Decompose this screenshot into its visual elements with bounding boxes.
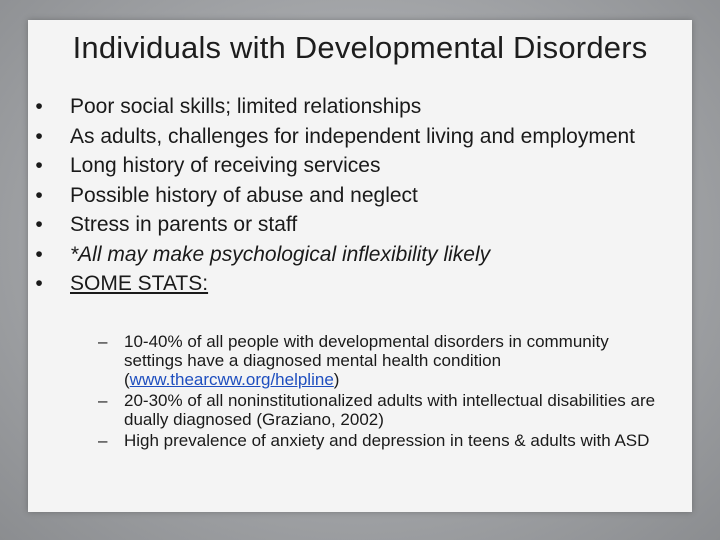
bullet-dot: • <box>35 154 43 177</box>
stat-text-end: ) <box>333 370 340 389</box>
bullet-item <box>29 95 669 119</box>
bullet-text: SOME STATS: <box>70 272 209 295</box>
bullet-item <box>29 272 669 296</box>
bullet-text: Stress in parents or staff <box>70 213 298 236</box>
helpline-link[interactable]: www.thearcww.org/helpline <box>129 370 334 389</box>
stat-text: 20-30% of all noninstitutionalized adults with intellectual disabilities are dually diagnosed (Graziano, 2002) <box>124 391 656 429</box>
stat-item <box>98 391 658 429</box>
bullet-dot: • <box>35 272 43 295</box>
stat-item <box>98 332 658 389</box>
bullet-dot: • <box>35 242 43 266</box>
bullet-text: As adults, challenges for independent living and employment <box>70 124 636 148</box>
stat-dash: – <box>98 431 108 450</box>
bullet-item <box>29 125 669 149</box>
stat-text: 10-40% of all people with developmental disorders in community settings have a diagnosed mental health condition ( <box>124 332 609 389</box>
stat-dash: – <box>98 391 108 410</box>
bullet-dot: • <box>35 124 43 148</box>
stat-dash: – <box>98 332 108 351</box>
bullet-list <box>29 95 669 302</box>
bullet-text: Possible history of abuse and neglect <box>70 183 418 207</box>
bullet-dot: • <box>35 183 43 207</box>
stat-text: High prevalence of anxiety and depression in teens & adults with ASD <box>124 431 650 450</box>
stat-item <box>98 431 658 450</box>
bullet-text: Poor social skills; limited relationships <box>70 95 422 118</box>
stats-list <box>98 332 658 452</box>
bullet-item <box>29 154 669 178</box>
bullet-text: *All may make psychological inflexibility likely <box>70 242 491 266</box>
bullet-dot: • <box>35 95 43 118</box>
bullet-dot: • <box>35 213 43 236</box>
bullet-item <box>29 184 669 208</box>
bullet-item <box>29 243 669 267</box>
bullet-text: Long history of receiving services <box>70 154 381 177</box>
slide-title: Individuals with Developmental Disorders <box>72 30 648 65</box>
bullet-item <box>29 213 669 237</box>
